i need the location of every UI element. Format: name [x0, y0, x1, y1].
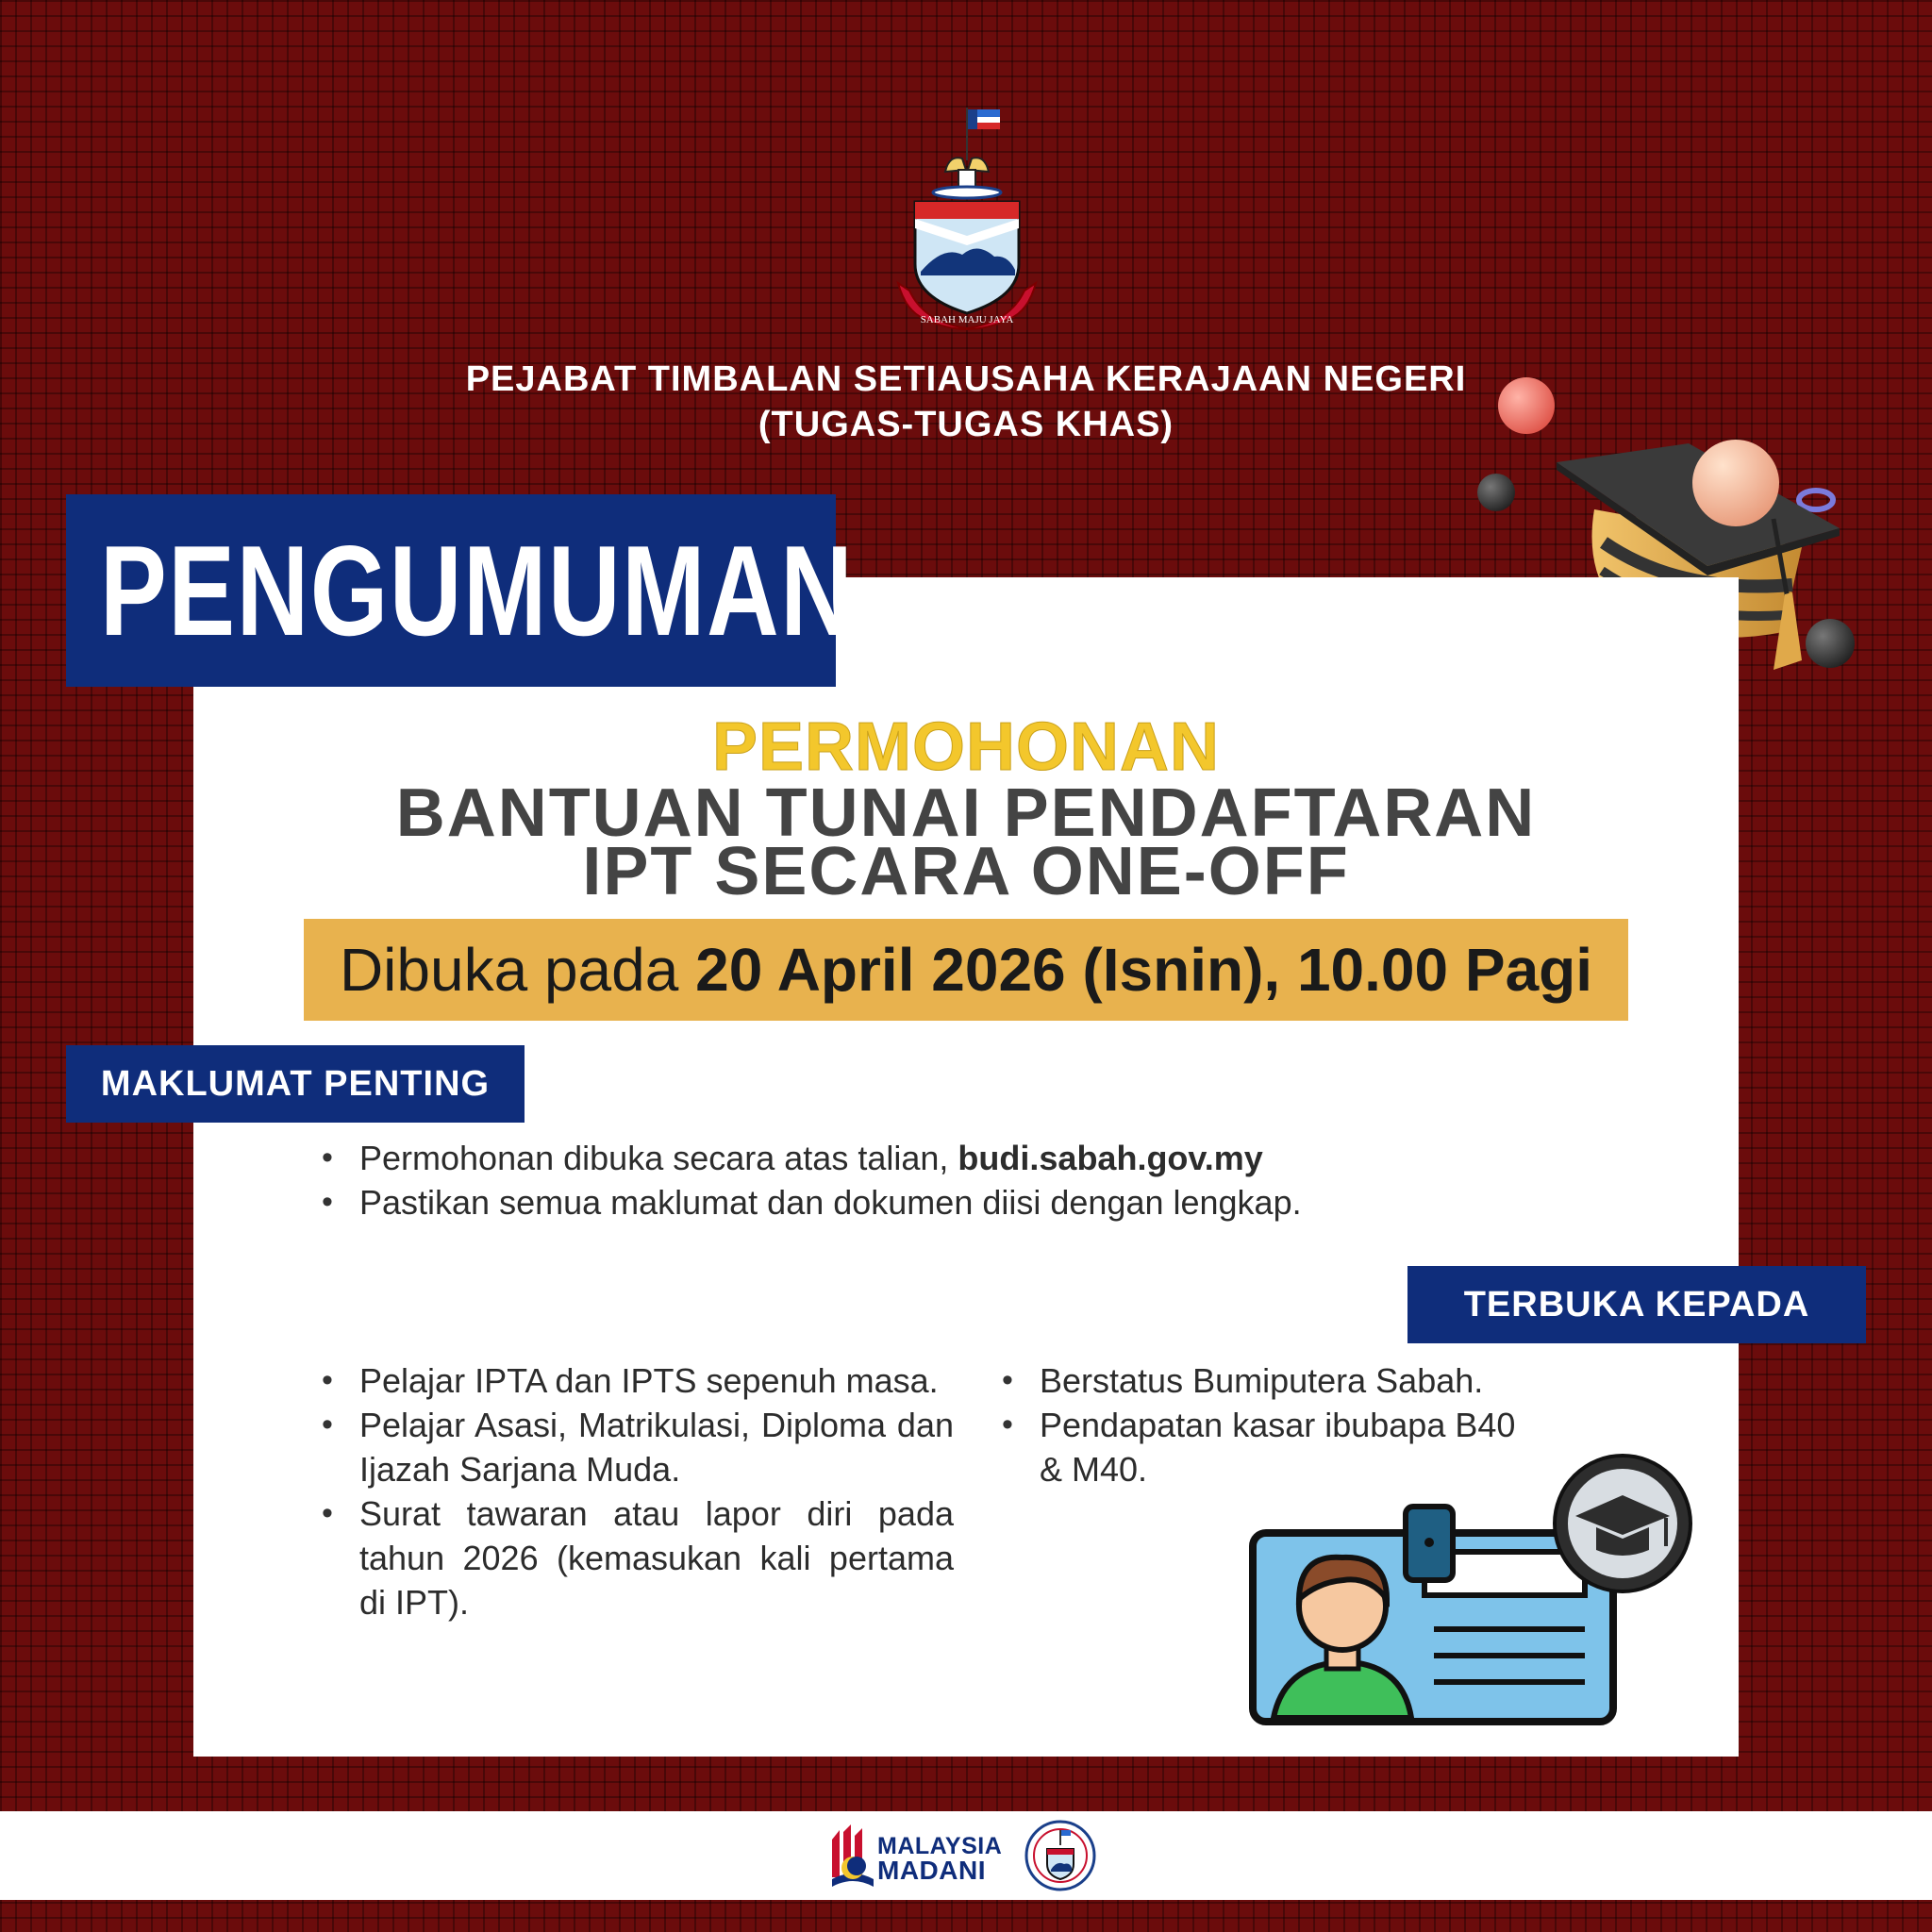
open-to-label: TERBUKA KEPADA [1407, 1266, 1866, 1343]
headline-line3: IPT SECARA ONE-OFF [582, 834, 1350, 909]
list-item: • Pendapatan kasar ibubapa B40 & M40. [1002, 1403, 1530, 1491]
list-item: • Pastikan semua maklumat dan dokumen diisi dengan lengkap. [322, 1180, 1454, 1224]
madani-line1: MALAYSIA [877, 1833, 1003, 1859]
headline-line2: BANTUAN TUNAI PENDAFTARAN [395, 775, 1537, 851]
madani-wordmark [877, 1834, 1002, 1883]
opening-date-strip [304, 919, 1628, 1021]
office-heading [283, 357, 1649, 447]
crest-motto: SABAH MAJU JAYA [920, 314, 1014, 325]
important-info-list [322, 1136, 1454, 1224]
list-item: • Berstatus Bumiputera Sabah. [1002, 1358, 1530, 1403]
office-line2: (TUGAS-TUGAS KHAS) [758, 405, 1174, 444]
sabah-seal-logo [1023, 1817, 1098, 1894]
important-info-label: MAKLUMAT PENTING [66, 1045, 525, 1123]
madani-line2: MADANI [877, 1856, 986, 1885]
student-id-card-icon [1245, 1448, 1698, 1731]
date-prefix: Dibuka pada [339, 936, 679, 1004]
list-item: • Surat tawaran atau lapor diri pada tahun 2026 (kemasukan kali pertama di IPT). [322, 1491, 954, 1624]
banner-title: PENGUMUMAN [100, 519, 855, 662]
list-item: • Pelajar Asasi, Matrikulasi, Diploma dan Ijazah Sarjana Muda. [322, 1403, 954, 1491]
info-item1-text: Permohonan dibuka secara atas talian, [359, 1139, 949, 1177]
application-website-link[interactable]: budi.sabah.gov.my [958, 1139, 1263, 1177]
sabah-crest-logo [887, 104, 1047, 340]
office-line1: PEJABAT TIMBALAN SETIAUSAHA KERAJAAN NEGERI [465, 359, 1467, 399]
announcement-banner [66, 494, 855, 687]
list-item: • Pelajar IPTA dan IPTS sepenuh masa. [322, 1358, 954, 1403]
list-item [322, 1136, 1454, 1180]
headline-application: PERMOHONAN [711, 709, 1220, 785]
eligibility-list-left [322, 1358, 954, 1624]
date-value: 20 April 2026 (Isnin), 10.00 Pagi [695, 936, 1593, 1004]
